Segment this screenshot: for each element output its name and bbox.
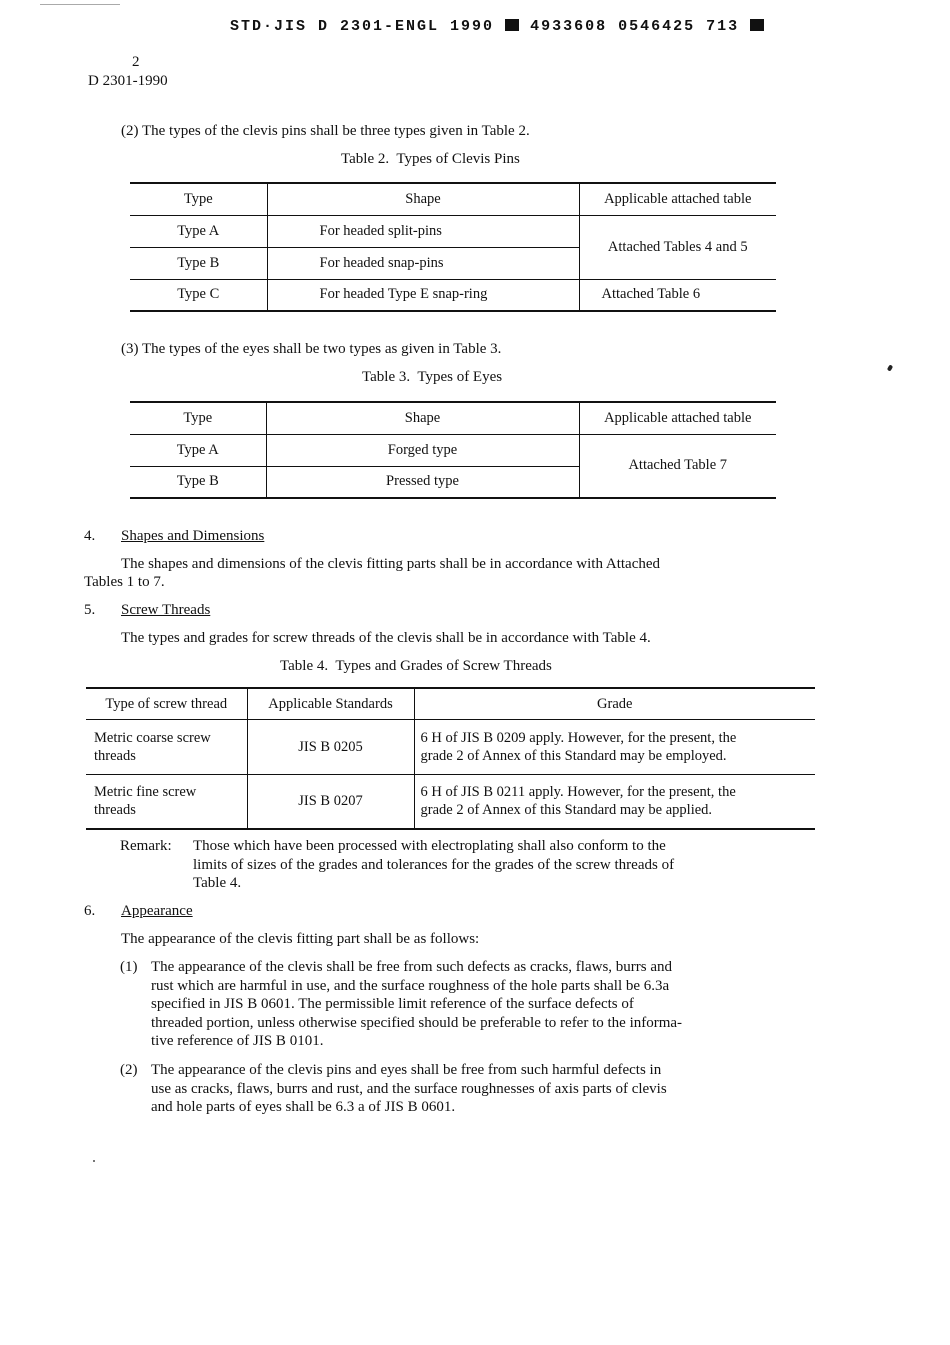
clause-item-3: (3) The types of the eyes shall be two types as given in Table 3. bbox=[121, 341, 502, 357]
clause-item-2: (2) The types of the clevis pins shall be three types given in Table 2. bbox=[121, 123, 530, 139]
scan-speck bbox=[93, 1160, 95, 1162]
table-3-eyes bbox=[130, 401, 776, 499]
col-header-grade: Grade bbox=[597, 695, 633, 712]
col-header-type: Type bbox=[130, 402, 266, 434]
cell-thread-type bbox=[86, 774, 247, 829]
remark-line1: Those which have been processed with electroplating shall also conform to the bbox=[193, 838, 666, 854]
table-2-clevis-pins bbox=[130, 182, 776, 312]
text-line: rust which are harmful in use, and the surface roughness of the hole parts shall be 6.3a bbox=[151, 977, 670, 994]
header-block-mark bbox=[505, 19, 519, 31]
col-header-attached: Applicable attached table bbox=[604, 409, 752, 426]
cell-attached-merged: Attached Table 7 bbox=[628, 457, 728, 474]
section-5-text: The types and grades for screw threads of the clevis shall be in accordance with Table 4. bbox=[121, 630, 651, 646]
section-4-text-line1: The shapes and dimensions of the clevis fitting parts shall be in accordance with Attached bbox=[121, 556, 661, 572]
appearance-item-1-label: (1) bbox=[120, 959, 138, 975]
section-6-number: 6. bbox=[84, 903, 96, 919]
table-row bbox=[86, 719, 815, 774]
cell-shape: For headed split-pins bbox=[267, 215, 579, 247]
section-4-title: Shapes and Dimensions bbox=[121, 528, 265, 544]
cell-type: Type B bbox=[130, 466, 266, 498]
cell-type: Type A bbox=[130, 434, 266, 466]
table-row bbox=[130, 279, 776, 311]
text-line: threaded portion, unless otherwise specified should be preferable to refer to the informa- bbox=[151, 1014, 683, 1031]
page-number: 2 bbox=[132, 54, 140, 70]
cell-type: Type B bbox=[130, 247, 267, 279]
cell-grade-line1: 6 H of JIS B 0211 apply. However, for the present, the bbox=[420, 784, 736, 801]
table-header-row bbox=[130, 183, 776, 215]
cell-attached-merged: Attached Tables 4 and 5 bbox=[607, 238, 748, 255]
text-line: The appearance of the clevis shall be free from such defects as cracks, flaws, burrs and bbox=[151, 959, 673, 975]
cell-standard: JIS B 0205 bbox=[247, 719, 414, 774]
cell-shape: For headed Type E snap-ring bbox=[267, 279, 579, 311]
cell-grade-line1: 6 H of JIS B 0209 apply. However, for the present, the bbox=[420, 729, 737, 746]
section-4-number: 4. bbox=[84, 528, 96, 544]
header-left-code: STD·JIS D 2301-ENGL 1990 bbox=[230, 18, 495, 35]
appearance-item-1-text bbox=[151, 958, 682, 1051]
text-line: and hole parts of eyes shall be 6.3 a of JIS B 0601. bbox=[151, 1099, 456, 1115]
section-6-title: Appearance bbox=[121, 903, 193, 919]
standard-number: D 2301-1990 bbox=[88, 73, 168, 89]
table-header-row bbox=[86, 688, 815, 719]
remark-label: Remark: bbox=[120, 838, 172, 854]
section-5-title: Screw Threads bbox=[121, 602, 211, 618]
section-5-number: 5. bbox=[84, 602, 96, 618]
cell-shape: For headed snap-pins bbox=[267, 247, 579, 279]
cell-standard: JIS B 0207 bbox=[247, 774, 414, 829]
scan-mark bbox=[40, 4, 120, 5]
table-4-screw-threads bbox=[86, 687, 815, 830]
table2-caption: Table 2. Types of Clevis Pins bbox=[341, 151, 520, 167]
cell-type: Type A bbox=[130, 215, 267, 247]
cell-type: Type C bbox=[130, 279, 267, 311]
cell-thread-type-line1: Metric coarse screw bbox=[94, 729, 211, 746]
remark-line2: limits of sizes of the grades and tolerances for the grades of the screw threads of bbox=[193, 857, 675, 873]
table-row bbox=[86, 774, 815, 829]
cell-attached: Attached Table 6 bbox=[601, 286, 701, 303]
table4-caption: Table 4. Types and Grades of Screw Threads bbox=[280, 658, 552, 674]
cell-shape: Forged type bbox=[266, 434, 579, 466]
col-header-standards: Applicable Standards bbox=[247, 688, 414, 719]
document-header bbox=[230, 18, 764, 35]
section-4-text-line2: Tables 1 to 7. bbox=[84, 574, 165, 590]
col-header-attached: Applicable attached table bbox=[604, 190, 752, 207]
header-block-mark bbox=[750, 19, 764, 31]
col-header-type: Type bbox=[130, 183, 267, 215]
col-header-thread-type: Type of screw thread bbox=[86, 688, 247, 719]
section-6-intro: The appearance of the clevis fitting part shall be as follows: bbox=[121, 931, 480, 947]
cell-grade bbox=[414, 774, 815, 829]
cell-shape: Pressed type bbox=[266, 466, 579, 498]
header-right-code: 4933608 0546425 713 bbox=[530, 18, 740, 35]
cell-thread-type bbox=[86, 719, 247, 774]
cell-grade-line2: grade 2 of Annex of this Standard may be applied. bbox=[420, 802, 713, 819]
cell-grade bbox=[414, 719, 815, 774]
text-line: use as cracks, flaws, burrs and rust, and the surface roughnesses of axis parts of clevis bbox=[151, 1080, 667, 1097]
cell-thread-type-line2: threads bbox=[94, 747, 136, 764]
table-row bbox=[130, 434, 776, 466]
cell-thread-type-line2: threads bbox=[94, 802, 136, 819]
cell-grade-line2: grade 2 of Annex of this Standard may be employed. bbox=[420, 747, 727, 764]
col-header-shape: Shape bbox=[267, 183, 579, 215]
text-line: tive reference of JIS B 0101. bbox=[151, 1033, 324, 1049]
text-line: specified in JIS B 0601. The permissible limit reference of the surface defects of bbox=[151, 996, 634, 1012]
table-row bbox=[130, 215, 776, 247]
appearance-item-2-label: (2) bbox=[120, 1062, 138, 1078]
cell-thread-type-line1: Metric fine screw bbox=[94, 784, 197, 801]
text-line: The appearance of the clevis pins and eyes shall be free from such harmful defects in bbox=[151, 1062, 662, 1078]
scan-speck bbox=[887, 364, 893, 371]
appearance-item-2-text bbox=[151, 1061, 667, 1117]
table-header-row bbox=[130, 402, 776, 434]
table3-caption: Table 3. Types of Eyes bbox=[362, 369, 503, 385]
remark-line3: Table 4. bbox=[193, 875, 242, 891]
col-header-shape: Shape bbox=[266, 402, 579, 434]
